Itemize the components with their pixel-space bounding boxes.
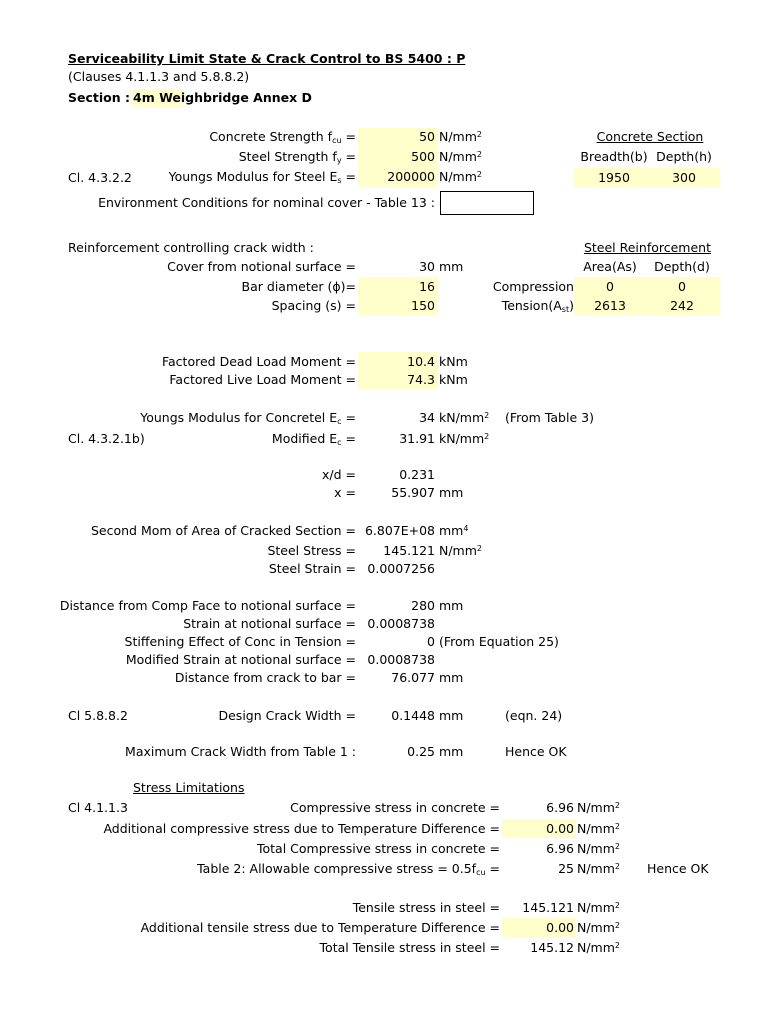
section-label: Section : (68, 90, 130, 105)
design-crack-width-label: Design Crack Width = (218, 708, 356, 723)
max-crack-width-label: Maximum Crack Width from Table 1 : (125, 744, 356, 759)
tension-area[interactable]: 2613 (594, 298, 626, 313)
add-tensile-stress-value[interactable]: 0.00 (546, 920, 574, 935)
compression-area[interactable]: 0 (606, 279, 614, 294)
crack-distance-unit: mm (439, 670, 464, 685)
fcu-unit: $N/mm^2$ (439, 129, 483, 144)
max-crack-width-unit: mm (439, 744, 464, 759)
ec-label: Youngs Modulus for Concretel $E_c$ = (140, 410, 356, 426)
tensile-stress-value: 145.121 (522, 900, 574, 915)
spacing-label: Spacing (s) = (271, 298, 356, 313)
clauses-reference: (Clauses 4.1.1.3 and 5.8.8.2) (68, 69, 250, 84)
comp-stress-value: 6.96 (546, 800, 574, 815)
cracked-inertia-unit: $mm^4$ (439, 523, 469, 538)
x-value: 55.907 (391, 485, 435, 500)
es-value[interactable]: 200000 (387, 169, 435, 184)
bar-diameter-label: Bar diameter (ϕ)= (241, 279, 356, 294)
stress-limitations-clause: Cl 4.1.1.3 (68, 800, 128, 815)
modified-ec-unit: $kN/mm^2$ (439, 431, 490, 446)
steel-strain-value: 0.0007256 (367, 561, 435, 576)
cracked-inertia-label: Second Mom of Area of Cracked Section = (90, 523, 356, 538)
es-clause: Cl. 4.3.2.2 (68, 170, 132, 185)
comp-face-distance-label: Distance from Comp Face to notional surface = (59, 598, 356, 613)
cover-value: 30 (419, 259, 435, 274)
crack-distance-label: Distance from crack to bar = (174, 670, 356, 685)
allowable-comp-stress-value: 25 (558, 861, 574, 876)
total-comp-stress-label: Total Compressive stress in concrete = (256, 841, 500, 856)
comp-face-distance-value: 280 (411, 598, 435, 613)
live-moment-value[interactable]: 74.3 (407, 372, 435, 387)
fy-unit: $N/mm^2$ (439, 149, 483, 164)
compression-depth[interactable]: 0 (678, 279, 686, 294)
total-comp-stress-value: 6.96 (546, 841, 574, 856)
spacing-value[interactable]: 150 (411, 298, 435, 313)
crack-distance-value: 76.077 (391, 670, 435, 685)
comp-stress-unit: $N/mm^2$ (577, 800, 621, 815)
design-crack-width-value: 0.1448 (391, 708, 435, 723)
stiffening-note: (From Equation 25) (439, 634, 559, 649)
xd-value: 0.231 (399, 467, 435, 482)
fy-label: Steel Strength $f_y$ = (238, 149, 356, 165)
design-crack-width-note: (eqn. 24) (505, 708, 563, 723)
bar-diameter-value[interactable]: 16 (419, 279, 435, 294)
total-comp-stress-unit: $N/mm^2$ (577, 841, 621, 856)
design-crack-width-unit: mm (439, 708, 464, 723)
area-label: Area(As) (583, 259, 637, 274)
es-label: Youngs Modulus for Steel $E_s$ = (168, 169, 356, 185)
x-unit: mm (439, 485, 464, 500)
modified-ec-clause: Cl. 4.3.2.1b) (68, 431, 145, 446)
live-moment-unit: kNm (439, 372, 468, 387)
breadth-value[interactable]: 1950 (598, 170, 630, 185)
environment-label: Environment Conditions for nominal cover - Table 13 : (98, 195, 435, 210)
crack-width-result: Hence OK (505, 744, 567, 759)
dead-moment-value[interactable]: 10.4 (407, 354, 435, 369)
compression-label: Compression (492, 279, 574, 294)
allowable-comp-stress-label: Table 2: Allowable compressive stress = $0.5f_{cu}$ = (197, 861, 500, 877)
allowable-comp-result: Hence OK (647, 861, 709, 876)
fy-value[interactable]: 500 (411, 149, 435, 164)
total-tensile-stress-label: Total Tensile stress in steel = (319, 940, 500, 955)
comp-stress-label: Compressive stress in concrete = (290, 800, 500, 815)
fcu-value[interactable]: 50 (419, 129, 435, 144)
steel-stress-label: Steel Stress = (267, 543, 356, 558)
live-moment-label: Factored Live Load Moment = (169, 372, 356, 387)
steel-depth-label: Depth(d) (654, 259, 710, 274)
concrete-section-title: Concrete Section (596, 129, 704, 144)
reinforcement-heading: Reinforcement controlling crack width : (68, 240, 314, 255)
stiffening-label: Stiffening Effect of Conc in Tension = (124, 634, 356, 649)
section-value: 4m Weighbridge Annex D (133, 90, 312, 105)
steel-stress-unit: $N/mm^2$ (439, 543, 483, 558)
ec-value: 34 (419, 410, 435, 425)
add-comp-stress-label: Additional compressive stress due to Temperature Difference = (103, 821, 500, 836)
stress-limitations-heading: Stress Limitations (133, 780, 245, 795)
tensile-stress-unit: $N/mm^2$ (577, 900, 621, 915)
dead-moment-unit: kNm (439, 354, 468, 369)
steel-strain-label: Steel Strain = (268, 561, 356, 576)
depth-label: Depth(h) (656, 149, 712, 164)
sheet-title: Serviceability Limit State & Crack Control to BS 5400 : P (68, 51, 466, 66)
allowable-comp-stress-unit: $N/mm^2$ (577, 861, 621, 876)
modified-strain-value: 0.0008738 (367, 652, 435, 667)
ec-note: (From Table 3) (505, 410, 594, 425)
add-tensile-stress-label: Additional tensile stress due to Temperature Difference = (140, 920, 500, 935)
crack-width-clause: Cl 5.8.8.2 (68, 708, 128, 723)
dead-moment-label: Factored Dead Load Moment = (161, 354, 356, 369)
stiffening-value: 0 (427, 634, 435, 649)
steel-reinforcement-title: Steel Reinforcement (583, 240, 711, 255)
add-comp-stress-unit: $N/mm^2$ (577, 821, 621, 836)
modified-strain-label: Modified Strain at notional surface = (125, 652, 356, 667)
cover-label: Cover from notional surface = (167, 259, 356, 274)
modified-ec-value: 31.91 (399, 431, 435, 446)
breadth-label: Breadth(b) (580, 149, 648, 164)
modified-ec-label: Modified $E_c$ = (271, 431, 356, 447)
max-crack-width-value: 0.25 (407, 744, 435, 759)
notional-strain-value: 0.0008738 (367, 616, 435, 631)
es-unit: $N/mm^2$ (439, 169, 483, 184)
steel-stress-value: 145.121 (383, 543, 435, 558)
tension-label: $Tension(A_{st})$ (501, 298, 574, 314)
fcu-label: Concrete Strength $f_{cu}$ = (209, 129, 356, 145)
tensile-stress-label: Tensile stress in steel = (352, 900, 500, 915)
depth-value[interactable]: 300 (672, 170, 696, 185)
tension-depth[interactable]: 242 (670, 298, 694, 313)
total-tensile-stress-value: 145.12 (530, 940, 574, 955)
comp-face-distance-unit: mm (439, 598, 464, 613)
total-tensile-stress-unit: $N/mm^2$ (577, 940, 621, 955)
xd-label: x/d = (322, 467, 356, 482)
environment-input[interactable] (440, 191, 534, 215)
ec-unit: $kN/mm^2$ (439, 410, 490, 425)
add-tensile-stress-unit: $N/mm^2$ (577, 920, 621, 935)
notional-strain-label: Strain at notional surface = (183, 616, 356, 631)
cracked-inertia-value: 6.807E+08 (364, 523, 435, 538)
x-label: x = (334, 485, 356, 500)
add-comp-stress-value[interactable]: 0.00 (546, 821, 574, 836)
cover-unit: mm (439, 259, 464, 274)
